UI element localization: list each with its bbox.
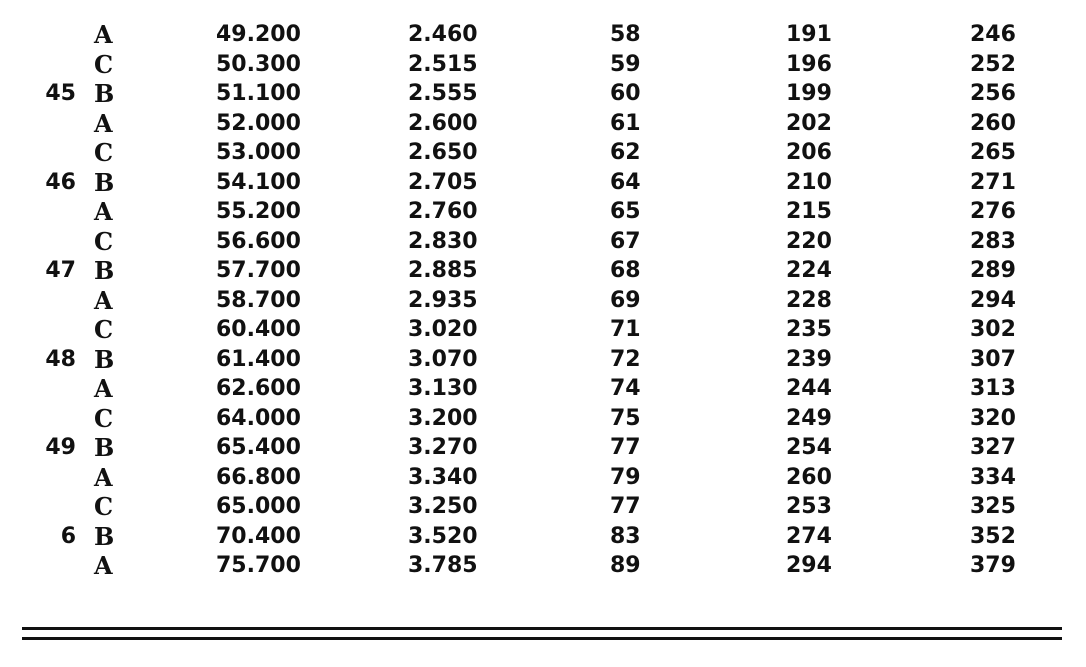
column-2-value: 3.020 [408, 317, 478, 342]
column-5-value: 327 [970, 435, 1016, 460]
grade-letter: C [94, 226, 114, 256]
column-1-value: 65.400 [216, 435, 301, 460]
column-4-value: 274 [786, 523, 832, 549]
grade-letter: A [94, 197, 113, 226]
data-table [0, 20, 1086, 581]
row-number: 47 [45, 258, 76, 283]
column-2-value: 2.935 [408, 287, 478, 313]
table-row [0, 138, 1086, 168]
column-5-value: 325 [970, 494, 1016, 519]
column-1-value: 61.400 [216, 346, 301, 372]
column-3-value: 67 [610, 228, 641, 254]
row-number: 48 [45, 346, 76, 372]
column-4-value: 253 [786, 494, 832, 519]
table-row [0, 227, 1086, 257]
row-number: 6 [60, 523, 76, 549]
column-3-value: 62 [610, 140, 641, 165]
column-2-value: 2.705 [408, 169, 478, 195]
column-4-value: 228 [786, 287, 832, 313]
grade-letter: A [94, 374, 113, 403]
column-1-value: 53.000 [216, 140, 301, 165]
grade-letter: B [94, 256, 115, 285]
double-rule-top-line [22, 627, 1062, 630]
column-2-value: 2.885 [408, 258, 478, 283]
column-3-value: 72 [610, 346, 641, 372]
grade-letter: B [94, 433, 115, 462]
grade-letter: C [94, 403, 114, 433]
column-4-value: 294 [786, 553, 832, 578]
column-1-value: 56.600 [216, 228, 301, 254]
column-2-value: 3.340 [408, 464, 478, 490]
column-3-value: 60 [610, 81, 641, 106]
table-row [0, 315, 1086, 345]
table-row [0, 256, 1086, 286]
column-4-value: 239 [786, 346, 832, 372]
table-row [0, 374, 1086, 404]
column-4-value: 235 [786, 317, 832, 342]
column-2-value: 3.070 [408, 346, 478, 372]
column-3-value: 58 [610, 22, 641, 47]
table-row [0, 79, 1086, 109]
column-4-value: 210 [786, 169, 832, 195]
column-2-value: 2.650 [408, 140, 478, 165]
table-row [0, 522, 1086, 552]
column-3-value: 71 [610, 317, 641, 342]
column-3-value: 75 [610, 405, 641, 431]
grade-letter: A [94, 108, 113, 138]
column-1-value: 57.700 [216, 258, 301, 283]
column-4-value: 244 [786, 376, 832, 401]
grade-letter: B [94, 167, 115, 197]
row-number: 46 [45, 169, 76, 195]
column-1-value: 49.200 [216, 22, 301, 47]
column-1-value: 75.700 [216, 553, 301, 578]
column-2-value: 3.270 [408, 435, 478, 460]
grade-letter: C [94, 138, 114, 167]
grade-letter: A [94, 551, 113, 580]
column-3-value: 61 [610, 110, 641, 136]
column-1-value: 58.700 [216, 287, 301, 313]
column-2-value: 2.760 [408, 199, 478, 224]
column-4-value: 260 [786, 464, 832, 490]
column-1-value: 65.000 [216, 494, 301, 519]
column-3-value: 64 [610, 169, 641, 195]
grade-letter: C [94, 492, 114, 521]
column-3-value: 77 [610, 494, 641, 519]
column-3-value: 65 [610, 199, 641, 224]
column-1-value: 51.100 [216, 81, 301, 106]
column-1-value: 64.000 [216, 405, 301, 431]
column-1-value: 60.400 [216, 317, 301, 342]
column-2-value: 3.130 [408, 376, 478, 401]
column-4-value: 202 [786, 110, 832, 136]
column-2-value: 2.555 [408, 81, 478, 106]
column-4-value: 199 [786, 81, 832, 106]
table-row [0, 197, 1086, 227]
column-3-value: 89 [610, 553, 641, 578]
column-2-value: 3.785 [408, 553, 478, 578]
table-row [0, 492, 1086, 522]
column-5-value: 256 [970, 81, 1016, 106]
grade-letter: C [94, 315, 114, 344]
column-5-value: 379 [970, 553, 1016, 578]
column-3-value: 69 [610, 287, 641, 313]
column-2-value: 3.250 [408, 494, 478, 519]
column-5-value: 246 [970, 22, 1016, 47]
column-5-value: 271 [970, 169, 1016, 195]
column-4-value: 220 [786, 228, 832, 254]
column-5-value: 352 [970, 523, 1016, 549]
column-5-value: 334 [970, 464, 1016, 490]
table-row [0, 551, 1086, 581]
column-2-value: 3.520 [408, 523, 478, 549]
column-5-value: 283 [970, 228, 1016, 254]
column-2-value: 2.600 [408, 110, 478, 136]
column-3-value: 83 [610, 523, 641, 549]
column-3-value: 59 [610, 51, 641, 77]
column-1-value: 55.200 [216, 199, 301, 224]
table-row [0, 168, 1086, 198]
grade-letter: B [94, 79, 115, 108]
table-row [0, 345, 1086, 375]
column-5-value: 307 [970, 346, 1016, 372]
grade-letter: B [94, 521, 115, 551]
row-number: 45 [45, 81, 76, 106]
column-2-value: 2.460 [408, 22, 478, 47]
column-5-value: 260 [970, 110, 1016, 136]
column-4-value: 249 [786, 405, 832, 431]
row-number: 49 [45, 435, 76, 460]
column-1-value: 50.300 [216, 51, 301, 77]
column-5-value: 289 [970, 258, 1016, 283]
grade-letter: A [94, 462, 113, 492]
table-row [0, 404, 1086, 434]
table-row [0, 109, 1086, 139]
column-1-value: 62.600 [216, 376, 301, 401]
column-4-value: 196 [786, 51, 832, 77]
grade-letter: A [94, 20, 113, 49]
grade-letter: A [94, 285, 113, 315]
column-5-value: 265 [970, 140, 1016, 165]
table-row [0, 50, 1086, 80]
column-4-value: 215 [786, 199, 832, 224]
column-4-value: 254 [786, 435, 832, 460]
column-2-value: 2.830 [408, 228, 478, 254]
table-row [0, 463, 1086, 493]
column-5-value: 276 [970, 199, 1016, 224]
column-3-value: 79 [610, 464, 641, 490]
column-5-value: 252 [970, 51, 1016, 77]
table-row [0, 433, 1086, 463]
column-1-value: 66.800 [216, 464, 301, 490]
column-4-value: 191 [786, 22, 832, 47]
column-4-value: 224 [786, 258, 832, 283]
column-1-value: 70.400 [216, 523, 301, 549]
column-3-value: 74 [610, 376, 641, 401]
grade-letter: B [94, 344, 115, 374]
column-5-value: 313 [970, 376, 1016, 401]
column-1-value: 52.000 [216, 110, 301, 136]
column-3-value: 77 [610, 435, 641, 460]
column-1-value: 54.100 [216, 169, 301, 195]
column-2-value: 2.515 [408, 51, 478, 77]
table-row [0, 20, 1086, 50]
double-rule-bottom-line [22, 637, 1062, 640]
column-4-value: 206 [786, 140, 832, 165]
grade-letter: C [94, 49, 114, 79]
column-5-value: 294 [970, 287, 1016, 313]
column-5-value: 320 [970, 405, 1016, 431]
column-2-value: 3.200 [408, 405, 478, 431]
column-5-value: 302 [970, 317, 1016, 342]
table-row [0, 286, 1086, 316]
column-3-value: 68 [610, 258, 641, 283]
